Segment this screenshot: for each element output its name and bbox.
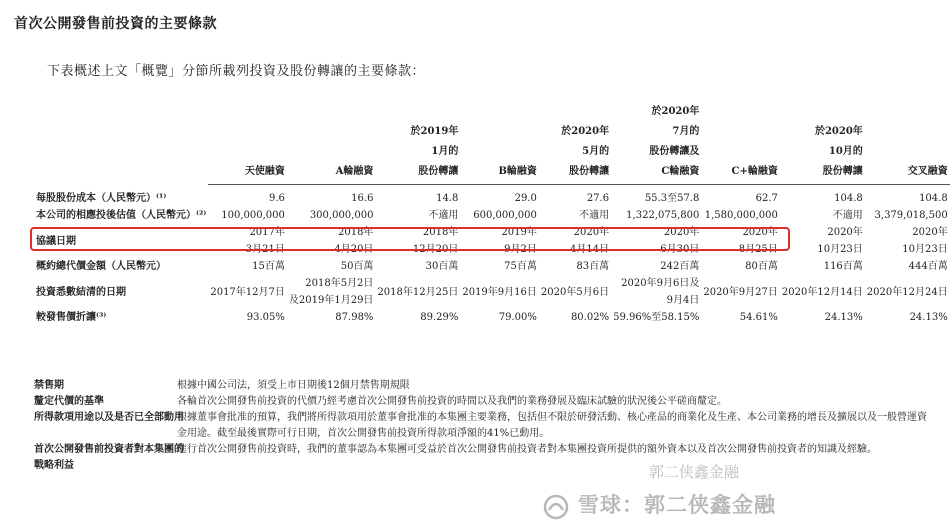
cell-line: 2019年 (501, 227, 537, 238)
cell-line: 及2019年1月29日 (288, 295, 374, 306)
note-text: 各輪首次公開發售前投資的代價乃經考慮首次公開發售前投資的時間以及我們的業務發展及臨床試驗的狀況後公平磋商釐定。 (177, 396, 727, 407)
table-row (34, 207, 950, 224)
snowball-logo-icon (543, 494, 569, 520)
cell-line: 104.8 (919, 193, 948, 204)
note-row (34, 378, 794, 394)
column-header: A輪融資 (287, 102, 376, 185)
table-cell (701, 309, 780, 326)
table-cell (287, 258, 376, 275)
watermark-text: 雪球：郭二侠鑫金融 (578, 492, 776, 517)
cell-line: 62.7 (755, 193, 778, 204)
table-cell (701, 258, 780, 275)
note-label: 釐定代價的基準 (34, 396, 104, 407)
intro-text: 下表概述上文「概覽」分節所載列投資及股份轉讓的主要條款： (47, 64, 426, 79)
cell-line: 9月2日 (504, 244, 537, 255)
note-row (34, 394, 794, 410)
cell-line: 79.00% (498, 312, 537, 323)
cell-line: 4月20日 (334, 244, 374, 255)
cell-line: 9.6 (268, 193, 285, 204)
cell-line: 600,000,000 (473, 210, 537, 221)
cell-line: 300,000,000 (309, 210, 374, 221)
row-label: 較發售價折讓⁽³⁾ (36, 312, 107, 323)
cell-line: 2020年9月6日及 (621, 278, 700, 289)
row-header-corner (34, 102, 208, 185)
cell-line: 15百萬 (252, 261, 285, 272)
table-header-row (34, 102, 950, 185)
cell-line: 55.3至57.8 (644, 193, 700, 204)
cell-line: 27.6 (586, 193, 610, 204)
table-cell (287, 207, 376, 224)
cell-line: 30百萬 (425, 261, 459, 272)
cell-line: 75百萬 (504, 261, 537, 272)
table-cell (375, 185, 460, 208)
cell-line: 87.98% (335, 312, 374, 323)
cell-line: 2020年12月14日 (781, 286, 863, 298)
note-label: 首次公開發售前投資者對本集團的 (34, 444, 184, 455)
table-cell (865, 275, 950, 309)
note-row (34, 410, 927, 426)
cell-line: 12月20日 (412, 244, 459, 255)
table-cell (460, 309, 539, 326)
cell-line: 2018年5月2日 (305, 278, 374, 289)
note-text: 根據中國公司法，須受上市日期後12個月禁售期規限 (177, 380, 410, 391)
table-cell (539, 207, 611, 224)
table-cell (865, 207, 950, 224)
cell-line: 不適用 (832, 210, 863, 221)
table-cell (208, 275, 287, 309)
table-row (34, 258, 950, 275)
table-cell (865, 185, 950, 208)
table-cell (287, 185, 376, 208)
table-row (34, 309, 950, 326)
table-cell (780, 258, 865, 275)
table-cell (865, 224, 950, 258)
cell-line: 2020年 (827, 227, 863, 238)
table-cell (611, 275, 701, 309)
column-header: 交叉融資 (865, 102, 950, 185)
cell-line: 1,580,000,000 (704, 210, 778, 221)
table-row (34, 185, 950, 208)
table-body (34, 185, 950, 327)
note-label: 禁售期 (34, 380, 64, 391)
page-title: 首次公開發售前投資的主要條款 (14, 16, 217, 32)
table-cell (375, 258, 460, 275)
cell-line: 24.13% (909, 312, 948, 323)
cell-line: 2020年 (663, 227, 700, 238)
cell-line: 2018年 (422, 227, 459, 238)
cell-line: 89.29% (420, 312, 459, 323)
cell-line: 116百萬 (823, 261, 863, 272)
row-label: 本公司的相應投後估值（人民幣元）⁽²⁾ (36, 210, 207, 221)
highlight-box (30, 227, 790, 251)
cell-line: 2019年9月16日 (462, 286, 537, 298)
cell-line: 100,000,000 (221, 210, 285, 221)
table-cell (780, 309, 865, 326)
cell-line: 6月30日 (660, 244, 700, 255)
cell-line: 4月14日 (569, 244, 610, 255)
table-cell (611, 309, 701, 326)
table-cell (539, 275, 611, 309)
note-text: 根據董事會批准的預算，我們將所得款項用於董事會批准的本集團主要業務，包括但不限於研發活動、核心產品的商業化及生產、本公司業務的增長及擴展以及一般營運資 (177, 412, 927, 423)
note-label: 所得款項用途以及是否已全部動用 (34, 412, 184, 423)
cell-line: 2018年 (337, 227, 374, 238)
table-row (34, 275, 950, 309)
table-cell (701, 275, 780, 309)
cell-line: 2020年 (912, 227, 948, 238)
watermark-top-text: 郭二侠鑫金融 (648, 462, 739, 481)
note-text: 金用途。截至最後實際可行日期，首次公開發售前投資所得款項淨額的41%已動用。 (177, 428, 550, 439)
cell-line: 80.02% (570, 312, 610, 323)
table-cell (460, 275, 539, 309)
column-header: C+輪融資 (701, 102, 780, 185)
cell-line: 10月23日 (817, 244, 863, 255)
note-row (34, 442, 877, 458)
cell-line: 104.8 (834, 193, 863, 204)
row-label: 每股股份成本（人民幣元）⁽¹⁾ (36, 192, 167, 204)
table-cell (780, 224, 865, 258)
table-cell (287, 309, 376, 326)
note-row (34, 426, 794, 442)
table-cell (780, 207, 865, 224)
table-cell (865, 258, 950, 275)
row-label: 投資悉數結清的日期 (36, 286, 126, 298)
table-cell (208, 185, 287, 208)
cell-line: 83百萬 (576, 261, 610, 272)
column-header: 天使融資 (208, 102, 287, 185)
cell-line: 2020年12月24日 (866, 286, 948, 298)
cell-line: 93.05% (246, 312, 285, 323)
cell-line: 不適用 (428, 210, 459, 221)
table-cell (375, 309, 460, 326)
cell-line: 1,322,075,800 (626, 210, 700, 221)
cell-line: 不適用 (579, 210, 610, 221)
column-header: 於2019年 1月的 股份轉讓 (375, 102, 460, 185)
table-cell (208, 309, 287, 326)
cell-line: 14.8 (436, 193, 459, 204)
table-cell (460, 207, 539, 224)
cell-line: 54.61% (739, 312, 778, 323)
table-cell (539, 309, 611, 326)
table-cell (460, 258, 539, 275)
watermark (543, 462, 776, 521)
table-cell (375, 275, 460, 309)
table-cell (287, 275, 376, 309)
cell-line: 2020年9月27日 (703, 286, 778, 298)
column-header: B輪融資 (460, 102, 539, 185)
table-cell (611, 185, 701, 208)
table-cell (865, 309, 950, 326)
row-label: 協議日期 (36, 235, 76, 247)
column-header: 於2020年 5月的 股份轉讓 (539, 102, 611, 185)
cell-line: 24.13% (824, 312, 863, 323)
table-cell (375, 207, 460, 224)
table-cell (780, 275, 865, 309)
cell-line: 2017年 (249, 227, 285, 238)
table-cell (539, 258, 611, 275)
table-cell (208, 207, 287, 224)
table-cell (539, 185, 611, 208)
table-cell (611, 258, 701, 275)
table-cell (460, 185, 539, 208)
cell-line: 2018年12月25日 (377, 286, 459, 298)
cell-line: 8月25日 (738, 244, 778, 255)
cell-line: 9月4日 (666, 295, 700, 306)
cell-line: 59.96%至58.15% (613, 312, 700, 323)
cell-line: 29.0 (514, 193, 537, 204)
cell-line: 444百萬 (908, 261, 948, 272)
row-label: 概約總代價金額（人民幣元） (36, 261, 166, 272)
column-header: 於2020年 10月的 股份轉讓 (780, 102, 865, 185)
cell-line: 16.6 (351, 193, 374, 204)
cell-line: 3,379,018,500 (874, 210, 948, 221)
table-cell (611, 207, 701, 224)
cell-line: 80百萬 (745, 261, 778, 272)
cell-line: 2017年12月7日 (210, 286, 285, 298)
cell-line: 2020年 (742, 227, 778, 238)
investment-terms-table (34, 102, 950, 326)
note-label: 戰略利益 (34, 460, 74, 471)
cell-line: 2020年5月6日 (540, 286, 610, 298)
note-text: 進行首次公開發售前投資時，我們的董事認為本集團可受益於首次公開發售前投資者對本集團投資所提供的額外資本以及首次公開發售前投資者的知識及經驗。 (177, 444, 877, 455)
cell-line: 3月21日 (245, 244, 285, 255)
cell-line: 242百萬 (660, 261, 700, 272)
table-cell (701, 185, 780, 208)
table-cell (701, 207, 780, 224)
cell-line: 50百萬 (340, 261, 374, 272)
table-cell (208, 258, 287, 275)
column-header: 於2020年 7月的 股份轉讓及 C輪融資 (611, 102, 701, 185)
cell-line: 10月23日 (902, 244, 948, 255)
cell-line: 2020年 (573, 227, 610, 238)
table-cell (780, 185, 865, 208)
